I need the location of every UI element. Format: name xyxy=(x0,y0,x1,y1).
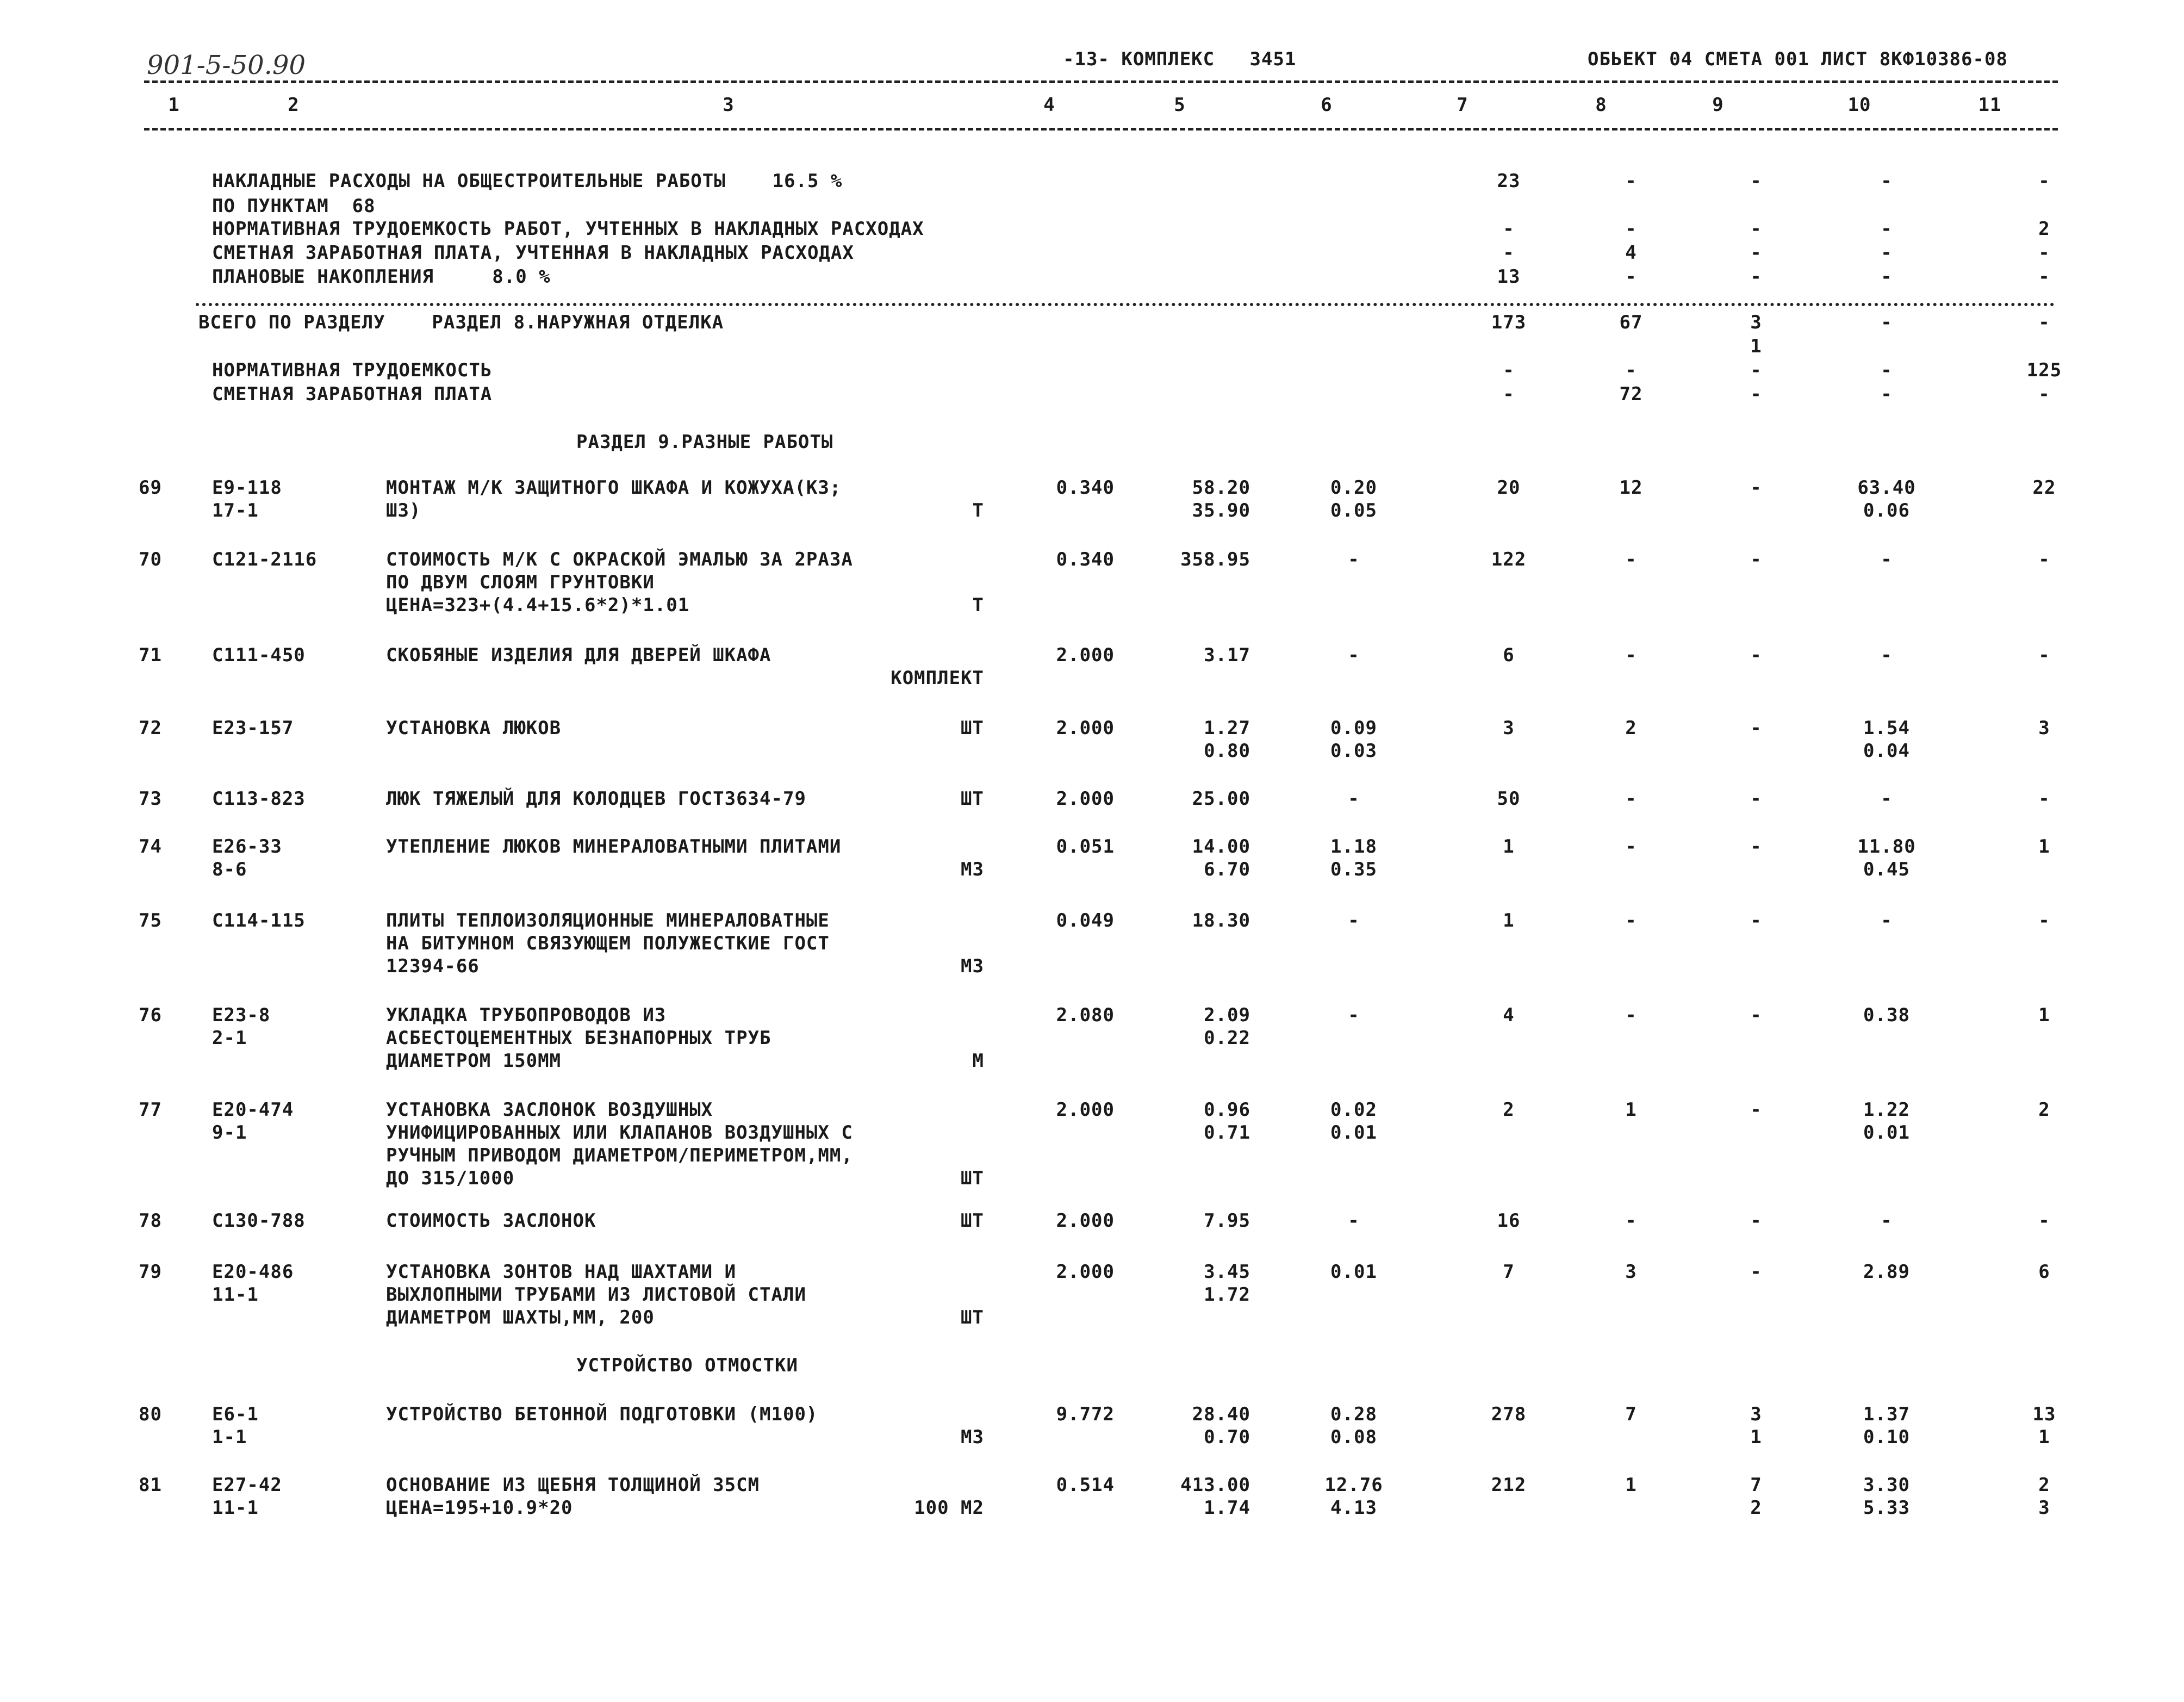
column-number: 9 xyxy=(1712,94,1724,116)
summary-value: - xyxy=(2038,170,2050,192)
summary-value: - xyxy=(1881,218,1893,240)
summary-value: - xyxy=(2038,242,2050,264)
item-quantity: 2.080 xyxy=(1056,1004,1115,1026)
item-code: Е23-8 2-1 xyxy=(212,1004,271,1049)
summary-value: - xyxy=(1750,218,1762,240)
item-col8: 1 xyxy=(1625,1474,1637,1496)
column-number: 3 xyxy=(723,94,735,116)
item-description: СТОИМОСТЬ М/К С ОКРАСКОЙ ЭМАЛЬЮ ЗА 2РАЗА ПО ДВУМ СЛОЯМ ГРУНТОВКИ ЦЕНА=323+(4.4+15.6*2)*1.01 xyxy=(386,549,853,616)
item-col6: - xyxy=(1348,644,1360,666)
item-code: С113-823 xyxy=(212,788,306,810)
item-code: С121-2116 xyxy=(212,549,318,570)
summary-line: ПЛАНОВЫЕ НАКОПЛЕНИЯ 8.0 % xyxy=(212,266,551,288)
item-description: УСТАНОВКА ЗОНТОВ НАД ШАХТАМИ И ВЫХЛОПНЫМИ ТРУБАМИ ИЗ ЛИСТОВОЙ СТАЛИ ДИАМЕТРОМ ШАХТЫ,ММ, 200 xyxy=(386,1261,806,1328)
item-quantity: 0.051 xyxy=(1056,836,1115,858)
item-col7: 1 xyxy=(1503,836,1515,858)
item-col6: - xyxy=(1348,910,1360,931)
norm-value: - xyxy=(1625,359,1637,381)
column-number: 10 xyxy=(1847,94,1871,116)
header-rule-bottom xyxy=(144,128,2058,131)
item-number: 75 xyxy=(139,910,162,931)
page-label: -13- КОМПЛЕКС 3451 xyxy=(1063,48,1297,70)
item-col7: 16 xyxy=(1497,1210,1521,1232)
item-code: Е20-474 9-1 xyxy=(212,1099,294,1144)
item-quantity: 0.340 xyxy=(1056,549,1115,570)
total-value: - xyxy=(2038,312,2050,333)
total-value: 3 xyxy=(1750,312,1762,333)
column-number: 4 xyxy=(1043,94,1055,116)
column-number: 1 xyxy=(168,94,180,116)
summary-value: - xyxy=(1625,170,1637,192)
total-value: 1 xyxy=(1750,336,1762,357)
item-description: УСТРОЙСТВО БЕТОННОЙ ПОДГОТОВКИ (М100) xyxy=(386,1403,818,1425)
norm-label: НОРМАТИВНАЯ ТРУДОЕМКОСТЬ xyxy=(212,359,493,381)
wage-value: - xyxy=(2038,383,2050,405)
summary-value: - xyxy=(1503,242,1515,264)
item-unit: М xyxy=(972,1050,984,1072)
item-col11: 2 3 xyxy=(2038,1474,2050,1519)
item-unit: 100 М2 xyxy=(914,1497,984,1519)
item-unit: КОМПЛЕКТ xyxy=(891,667,984,689)
item-col8: - xyxy=(1625,1004,1637,1026)
item-col7: 1 xyxy=(1503,910,1515,931)
item-code: С114-115 xyxy=(212,910,306,931)
item-col6: 0.01 xyxy=(1330,1261,1377,1283)
handwritten-code: 901-5-50.90 xyxy=(147,50,306,80)
item-description: УСТАНОВКА ЗАСЛОНОК ВОЗДУШНЫХ УНИФИЦИРОВАННЫХ ИЛИ КЛАПАНОВ ВОЗДУШНЫХ С РУЧНЫМ ПРИВОДОМ ДИАМЕТРОМ/ПЕРИМЕТРОМ,ММ, ДО 315/1000 xyxy=(386,1099,853,1189)
summary-line: ПО ПУНКТАМ 68 xyxy=(212,195,376,217)
item-col6: 0.28 0.08 xyxy=(1330,1403,1377,1448)
item-col6: 1.18 0.35 xyxy=(1330,836,1377,880)
section-title: РАЗДЕЛ 9.РАЗНЫЕ РАБОТЫ xyxy=(576,431,833,453)
item-col8: 7 xyxy=(1625,1403,1637,1425)
summary-value: - xyxy=(2038,266,2050,288)
item-col11: 6 xyxy=(2038,1261,2050,1283)
item-number: 80 xyxy=(139,1403,162,1425)
total-value: - xyxy=(1881,312,1893,333)
item-col7: 4 xyxy=(1503,1004,1515,1026)
item-col7: 2 xyxy=(1503,1099,1515,1121)
item-unit: Т xyxy=(972,500,984,521)
item-description: ПЛИТЫ ТЕПЛОИЗОЛЯЦИОННЫЕ МИНЕРАЛОВАТНЫЕ НА БИТУМНОМ СВЯЗУЮЩЕМ ПОЛУЖЕСТКИЕ ГОСТ 12394-66 xyxy=(386,910,830,977)
item-code: С111-450 xyxy=(212,644,306,666)
item-col10: 0.38 xyxy=(1863,1004,1910,1026)
item-code: Е23-157 xyxy=(212,717,294,739)
item-col7: 278 xyxy=(1491,1403,1527,1425)
item-col5: 14.00 6.70 xyxy=(1192,836,1250,880)
item-col10: - xyxy=(1881,910,1893,931)
item-code: Е9-118 17-1 xyxy=(212,477,282,521)
item-code: Е6-1 1-1 xyxy=(212,1403,259,1448)
summary-value: - xyxy=(1503,218,1515,240)
item-col9: - xyxy=(1750,788,1762,810)
summary-value: - xyxy=(1625,266,1637,288)
item-col6: 0.02 0.01 xyxy=(1330,1099,1377,1144)
item-col5: 3.45 1.72 xyxy=(1204,1261,1250,1306)
item-number: 78 xyxy=(139,1210,162,1232)
item-number: 69 xyxy=(139,477,162,499)
item-col10: 3.30 5.33 xyxy=(1863,1474,1910,1519)
item-col7: 7 xyxy=(1503,1261,1515,1283)
item-col9: - xyxy=(1750,477,1762,499)
item-col8: - xyxy=(1625,549,1637,570)
item-col9: - xyxy=(1750,836,1762,858)
norm-value: 125 xyxy=(2026,359,2062,381)
item-description: УТЕПЛЕНИЕ ЛЮКОВ МИНЕРАЛОВАТНЫМИ ПЛИТАМИ xyxy=(386,836,842,858)
item-description: ОСНОВАНИЕ ИЗ ЩЕБНЯ ТОЛЩИНОЙ 35СМ ЦЕНА=195+10.9*20 xyxy=(386,1474,760,1519)
summary-value: - xyxy=(1881,170,1893,192)
item-col11: 2 xyxy=(2038,1099,2050,1121)
summary-value: - xyxy=(1750,170,1762,192)
item-description: СТОИМОСТЬ ЗАСЛОНОК xyxy=(386,1210,596,1232)
item-col9: - xyxy=(1750,1004,1762,1026)
item-col6: - xyxy=(1348,549,1360,570)
item-col6: - xyxy=(1348,788,1360,810)
item-quantity: 9.772 xyxy=(1056,1403,1115,1425)
summary-line: НОРМАТИВНАЯ ТРУДОЕМКОСТЬ РАБОТ, УЧТЕННЫХ В НАКЛАДНЫХ РАСХОДАХ xyxy=(212,218,924,240)
item-col8: - xyxy=(1625,644,1637,666)
item-col10: - xyxy=(1881,644,1893,666)
item-col7: 212 xyxy=(1491,1474,1527,1496)
item-col6: - xyxy=(1348,1210,1360,1232)
item-col11: 13 1 xyxy=(2032,1403,2056,1448)
item-col6: 0.20 0.05 xyxy=(1330,477,1377,521)
item-code: Е27-42 11-1 xyxy=(212,1474,282,1519)
item-code: Е26-33 8-6 xyxy=(212,836,282,880)
wage-value: 72 xyxy=(1619,383,1643,405)
item-col8: - xyxy=(1625,836,1637,858)
item-code: Е20-486 11-1 xyxy=(212,1261,294,1306)
item-col11: - xyxy=(2038,910,2050,931)
item-col9: - xyxy=(1750,549,1762,570)
item-col10: 11.80 0.45 xyxy=(1857,836,1916,880)
item-col5: 58.20 35.90 xyxy=(1192,477,1250,521)
item-col5: 2.09 0.22 xyxy=(1204,1004,1250,1049)
item-number: 70 xyxy=(139,549,162,570)
item-number: 79 xyxy=(139,1261,162,1283)
item-col11: - xyxy=(2038,1210,2050,1232)
item-number: 77 xyxy=(139,1099,162,1121)
item-number: 76 xyxy=(139,1004,162,1026)
item-col8: 3 xyxy=(1625,1261,1637,1283)
item-quantity: 2.000 xyxy=(1056,644,1115,666)
item-quantity: 0.049 xyxy=(1056,910,1115,931)
item-description: УСТАНОВКА ЛЮКОВ xyxy=(386,717,562,739)
item-number: 81 xyxy=(139,1474,162,1496)
item-number: 71 xyxy=(139,644,162,666)
item-quantity: 0.340 xyxy=(1056,477,1115,499)
item-col7: 20 xyxy=(1497,477,1521,499)
norm-value: - xyxy=(1881,359,1893,381)
item-col10: - xyxy=(1881,1210,1893,1232)
item-col9: - xyxy=(1750,717,1762,739)
wage-value: - xyxy=(1503,383,1515,405)
item-quantity: 2.000 xyxy=(1056,1261,1115,1283)
item-col10: 2.89 xyxy=(1863,1261,1910,1283)
norm-value: - xyxy=(1750,359,1762,381)
item-col5: 0.96 0.71 xyxy=(1204,1099,1250,1144)
item-col7: 3 xyxy=(1503,717,1515,739)
summary-value: 23 xyxy=(1497,170,1521,192)
item-col9: 7 2 xyxy=(1750,1474,1762,1519)
section-total-label: ВСЕГО ПО РАЗДЕЛУ РАЗДЕЛ 8.НАРУЖНАЯ ОТДЕЛКА xyxy=(198,312,724,333)
item-unit: ШТ xyxy=(961,1167,984,1189)
item-code: С130-788 xyxy=(212,1210,306,1232)
summary-value: 13 xyxy=(1497,266,1521,288)
norm-value: - xyxy=(1503,359,1515,381)
item-description: МОНТАЖ М/К ЗАЩИТНОГО ШКАФА И КОЖУХА(КЗ; ШЗ) xyxy=(386,477,842,521)
item-col8: 1 xyxy=(1625,1099,1637,1121)
item-description: УКЛАДКА ТРУБОПРОВОДОВ ИЗ АСБЕСТОЦЕМЕНТНЫХ БЕЗНАПОРНЫХ ТРУБ ДИАМЕТРОМ 150ММ xyxy=(386,1004,771,1072)
item-unit: ШТ xyxy=(961,1210,984,1232)
sheet-reference: ОБЬЕКТ 04 СМЕТА 001 ЛИСТ 8КФ10386-08 xyxy=(1588,48,2008,70)
item-quantity: 2.000 xyxy=(1056,717,1115,739)
summary-line: НАКЛАДНЫЕ РАСХОДЫ НА ОБЩЕСТРОИТЕЛЬНЫЕ РАБОТЫ 16.5 % xyxy=(212,170,843,192)
item-col9: - xyxy=(1750,910,1762,931)
item-col6: 12.76 4.13 xyxy=(1324,1474,1383,1519)
item-col8: 12 xyxy=(1619,477,1643,499)
summary-value: - xyxy=(1881,242,1893,264)
summary-value: - xyxy=(1881,266,1893,288)
item-unit: ШТ xyxy=(961,1307,984,1328)
item-col5: 413.00 1.74 xyxy=(1180,1474,1250,1519)
item-col9: - xyxy=(1750,644,1762,666)
total-value: 173 xyxy=(1491,312,1527,333)
item-col10: 1.54 0.04 xyxy=(1863,717,1910,762)
item-col11: - xyxy=(2038,549,2050,570)
item-unit: ШТ xyxy=(961,717,984,739)
item-col9: 3 1 xyxy=(1750,1403,1762,1448)
item-col8: - xyxy=(1625,910,1637,931)
item-col8: - xyxy=(1625,788,1637,810)
item-col7: 122 xyxy=(1491,549,1527,570)
item-number: 74 xyxy=(139,836,162,858)
item-description: СКОБЯНЫЕ ИЗДЕЛИЯ ДЛЯ ДВЕРЕЙ ШКАФА xyxy=(386,644,771,666)
item-col10: - xyxy=(1881,549,1893,570)
column-number: 7 xyxy=(1457,94,1469,116)
item-col5: 7.95 xyxy=(1204,1210,1250,1232)
item-col5: 25.00 xyxy=(1192,788,1250,810)
total-value: 67 xyxy=(1619,312,1643,333)
summary-line: СМЕТНАЯ ЗАРАБОТНАЯ ПЛАТА, УЧТЕННАЯ В НАКЛАДНЫХ РАСХОДАХ xyxy=(212,242,854,264)
item-description: ЛЮК ТЯЖЕЛЫЙ ДЛЯ КОЛОДЦЕВ ГОСТ3634-79 xyxy=(386,788,806,810)
wage-label: СМЕТНАЯ ЗАРАБОТНАЯ ПЛАТА xyxy=(212,383,493,405)
item-quantity: 0.514 xyxy=(1056,1474,1115,1496)
column-number: 6 xyxy=(1321,94,1333,116)
item-col8: - xyxy=(1625,1210,1637,1232)
item-col11: 3 xyxy=(2038,717,2050,739)
item-unit: М3 xyxy=(961,1426,984,1448)
item-col5: 28.40 0.70 xyxy=(1192,1403,1250,1448)
item-col8: 2 xyxy=(1625,717,1637,739)
item-col5: 18.30 xyxy=(1192,910,1250,931)
summary-value: 2 xyxy=(2038,218,2050,240)
subsection-title: УСТРОЙСТВО ОТМОСТКИ xyxy=(576,1355,798,1376)
item-col9: - xyxy=(1750,1261,1762,1283)
item-col7: 50 xyxy=(1497,788,1521,810)
section-divider xyxy=(196,303,2055,306)
item-col6: - xyxy=(1348,1004,1360,1026)
wage-value: - xyxy=(1881,383,1893,405)
column-number: 5 xyxy=(1174,94,1186,116)
item-col5: 3.17 xyxy=(1204,644,1250,666)
item-col11: 1 xyxy=(2038,836,2050,858)
item-col10: 1.37 0.10 xyxy=(1863,1403,1910,1448)
summary-value: - xyxy=(1625,218,1637,240)
item-col10: - xyxy=(1881,788,1893,810)
item-col10: 63.40 0.06 xyxy=(1857,477,1916,521)
item-col10: 1.22 0.01 xyxy=(1863,1099,1910,1144)
item-col5: 1.27 0.80 xyxy=(1204,717,1250,762)
column-number: 11 xyxy=(1978,94,2002,116)
item-unit: М3 xyxy=(961,859,984,880)
item-unit: М3 xyxy=(961,955,984,977)
item-quantity: 2.000 xyxy=(1056,788,1115,810)
item-quantity: 2.000 xyxy=(1056,1099,1115,1121)
item-col7: 6 xyxy=(1503,644,1515,666)
item-quantity: 2.000 xyxy=(1056,1210,1115,1232)
header-rule-top xyxy=(144,80,2058,83)
item-col11: - xyxy=(2038,788,2050,810)
summary-value: - xyxy=(1750,266,1762,288)
item-unit: ШТ xyxy=(961,788,984,810)
item-col11: 1 xyxy=(2038,1004,2050,1026)
item-unit: Т xyxy=(972,594,984,616)
column-number: 8 xyxy=(1595,94,1607,116)
item-col11: - xyxy=(2038,644,2050,666)
item-number: 72 xyxy=(139,717,162,739)
summary-value: 4 xyxy=(1625,242,1637,264)
item-col9: - xyxy=(1750,1099,1762,1121)
wage-value: - xyxy=(1750,383,1762,405)
item-col11: 22 xyxy=(2032,477,2056,499)
item-col5: 358.95 xyxy=(1180,549,1250,570)
item-number: 73 xyxy=(139,788,162,810)
summary-value: - xyxy=(1750,242,1762,264)
column-number: 2 xyxy=(288,94,300,116)
item-col6: 0.09 0.03 xyxy=(1330,717,1377,762)
item-col9: - xyxy=(1750,1210,1762,1232)
